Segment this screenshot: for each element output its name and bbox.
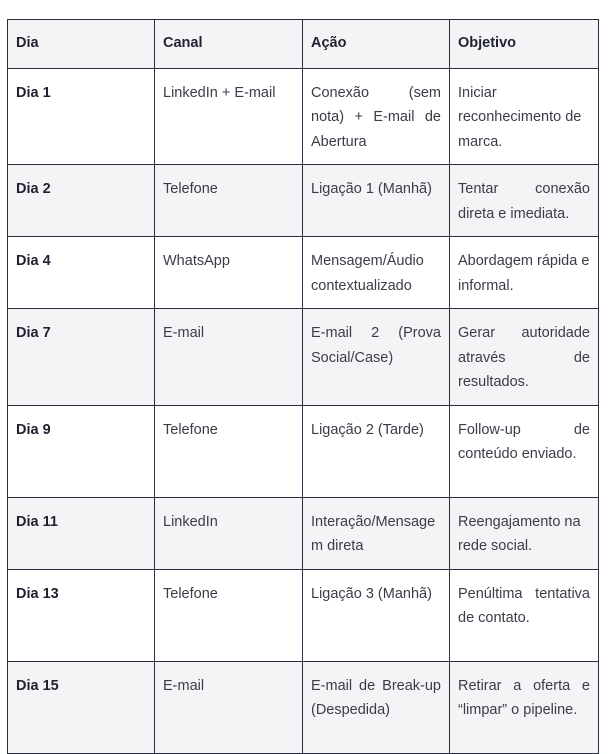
cell-acao: Mensagem/Áudio contextualizado: [303, 237, 450, 309]
table-row: [8, 309, 599, 406]
header-objetivo: Objetivo: [450, 20, 599, 69]
cell-objetivo: Reengajamento na rede social.: [450, 497, 599, 569]
cell-objetivo: Iniciar reconhecimento de marca.: [450, 68, 599, 165]
cell-acao: Interação/Mensagem direta: [303, 497, 450, 569]
table-row: [8, 165, 599, 237]
cell-dia: Dia 13: [8, 569, 155, 661]
table-header: [8, 20, 599, 69]
cell-dia: Dia 2: [8, 165, 155, 237]
cadence-table: [7, 19, 599, 754]
cell-acao: E-mail 2 (Prova Social/Case): [303, 309, 450, 406]
cell-objetivo: Follow-up de conteúdo enviado.: [450, 405, 599, 497]
header-canal: Canal: [155, 20, 303, 69]
cell-objetivo: Gerar autoridade através de resultados.: [450, 309, 599, 406]
table-row: [8, 68, 599, 165]
cell-dia: Dia 4: [8, 237, 155, 309]
cell-dia: Dia 15: [8, 661, 155, 753]
header-dia: Dia: [8, 20, 155, 69]
cell-objetivo: Tentar conexão direta e imediata.: [450, 165, 599, 237]
cell-dia: Dia 9: [8, 405, 155, 497]
header-row: [8, 20, 599, 69]
cell-canal: Telefone: [155, 165, 303, 237]
cell-objetivo: Abordagem rápida e informal.: [450, 237, 599, 309]
table-row: [8, 497, 599, 569]
cell-acao: Ligação 2 (Tarde): [303, 405, 450, 497]
header-acao: Ação: [303, 20, 450, 69]
table-row: [8, 405, 599, 497]
cell-canal: Telefone: [155, 405, 303, 497]
cell-dia: Dia 11: [8, 497, 155, 569]
cell-canal: LinkedIn + E-mail: [155, 68, 303, 165]
cell-acao: E-mail de Break-up (Despedida): [303, 661, 450, 753]
cell-canal: Telefone: [155, 569, 303, 661]
cell-acao: Ligação 3 (Manhã): [303, 569, 450, 661]
cell-objetivo: Penúltima tentativa de contato.: [450, 569, 599, 661]
table-row: [8, 569, 599, 661]
cell-canal: E-mail: [155, 661, 303, 753]
table-row: [8, 237, 599, 309]
cell-canal: WhatsApp: [155, 237, 303, 309]
table-body: [8, 68, 599, 753]
cell-dia: Dia 7: [8, 309, 155, 406]
cell-acao: Ligação 1 (Manhã): [303, 165, 450, 237]
cell-dia: Dia 1: [8, 68, 155, 165]
cell-acao: Conexão (sem nota) + E-mail de Abertura: [303, 68, 450, 165]
cell-canal: LinkedIn: [155, 497, 303, 569]
table-row: [8, 661, 599, 753]
cell-canal: E-mail: [155, 309, 303, 406]
cell-objetivo: Retirar a oferta e “limpar” o pipeline.: [450, 661, 599, 753]
